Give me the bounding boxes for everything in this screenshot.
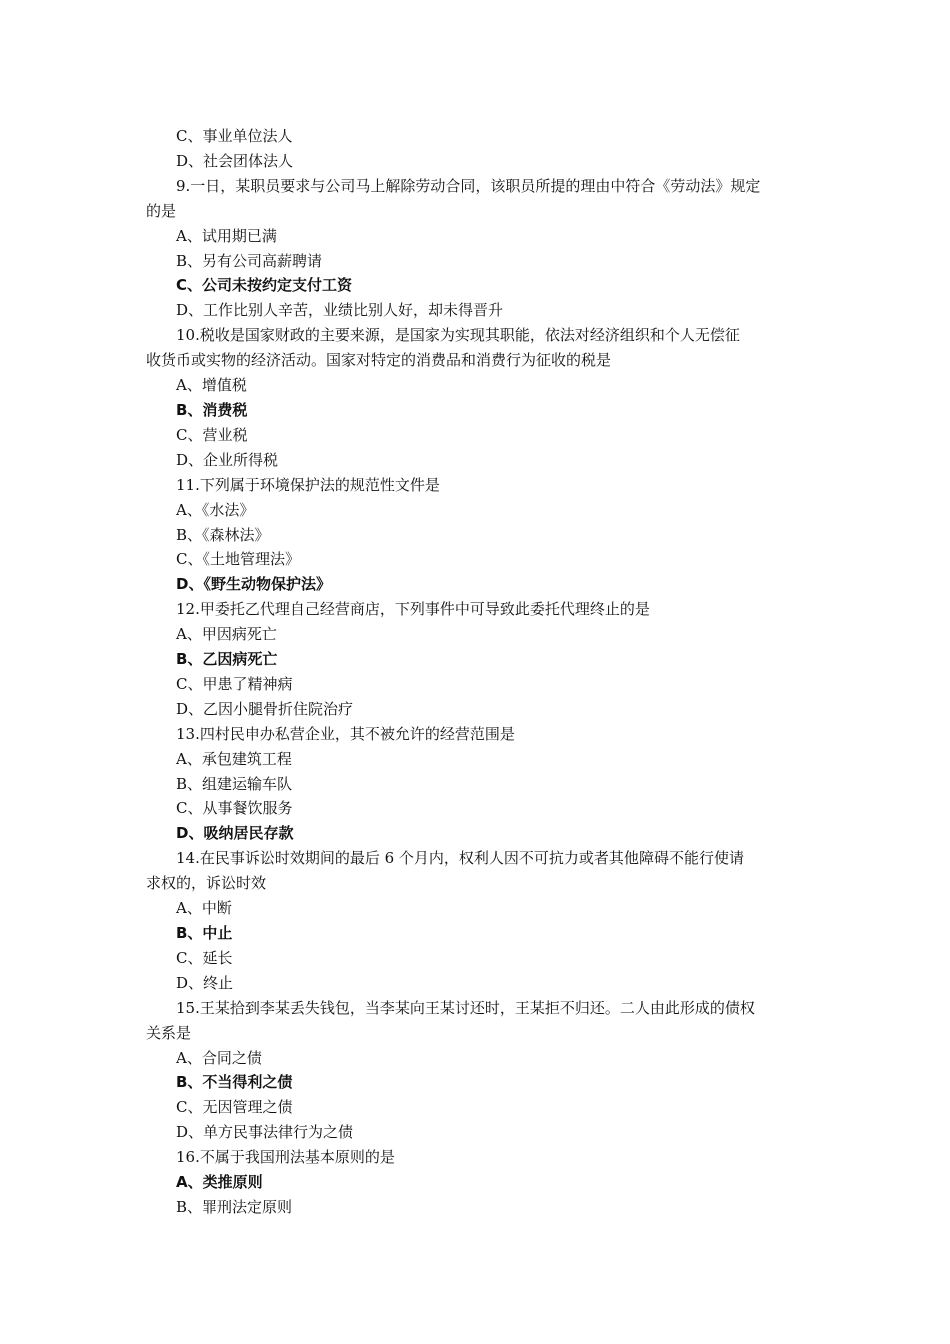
answer-option: D、乙因小腿骨折住院治疗 — [176, 699, 354, 718]
question-text: 9.一日，某职员要求与公司马上解除劳动合同，该职员所提的理由中符合《劳动法》规定 — [176, 176, 761, 195]
answer-option: D、终止 — [176, 973, 234, 992]
answer-option: B、罪刑法定原则 — [176, 1197, 293, 1216]
answer-option: D、社会团体法人 — [176, 151, 294, 170]
question-text: 12.甲委托乙代理自己经营商店，下列事件中可导致此委托代理终止的是 — [176, 600, 650, 619]
answer-option: A、承包建筑工程 — [176, 749, 292, 768]
answer-option: C、《土地管理法》 — [176, 550, 300, 569]
answer-option-correct: B、乙因病死亡 — [176, 650, 278, 669]
answer-option: C、延长 — [176, 948, 233, 967]
answer-option-correct: D、《野生动物保护法》 — [176, 575, 331, 594]
question-text: 11.下列属于环境保护法的规范性文件是 — [176, 475, 440, 494]
answer-option: C、无因管理之债 — [176, 1098, 293, 1117]
answer-option: A、合同之债 — [176, 1048, 262, 1067]
answer-option: D、企业所得税 — [176, 450, 279, 469]
question-text-continued: 求权的，诉讼时效 — [146, 874, 267, 893]
answer-option: D、单方民事法律行为之债 — [176, 1123, 354, 1142]
answer-option-correct: B、消费税 — [176, 400, 248, 419]
question-text-continued: 收货币或实物的经济活动。国家对特定的消费品和消费行为征收的税是 — [146, 351, 612, 370]
question-text: 10.税收是国家财政的主要来源，是国家为实现其职能，依法对经济组织和个人无偿征 — [176, 326, 740, 345]
question-text-continued: 的是 — [146, 201, 177, 220]
answer-option: C、从事餐饮服务 — [176, 799, 293, 818]
question-text: 13.四村民申办私营企业，其不被允许的经营范围是 — [176, 724, 515, 743]
answer-option: C、事业单位法人 — [176, 127, 293, 145]
question-text: 16.不属于我国刑法基本原则的是 — [176, 1148, 395, 1167]
answer-option: C、营业税 — [176, 425, 248, 444]
answer-option: C、甲患了精神病 — [176, 674, 293, 693]
question-text: 15.王某拾到李某丢失钱包，当李某向王某讨还时，王某拒不归还。二人由此形成的债权 — [176, 998, 755, 1017]
answer-option-correct: B、中止 — [176, 924, 233, 942]
answer-option-correct: A、类推原则 — [176, 1173, 263, 1192]
answer-option: B、组建运输车队 — [176, 774, 293, 793]
answer-option: A、试用期已满 — [176, 226, 277, 245]
answer-option: A、甲因病死亡 — [176, 625, 277, 644]
document-body — [146, 124, 810, 1220]
answer-option-correct: D、吸纳居民存款 — [176, 824, 294, 843]
answer-option: D、工作比别人辛苦，业绩比别人好，却未得晋升 — [176, 301, 504, 320]
answer-option-correct: B、不当得利之债 — [176, 1073, 293, 1092]
question-text-continued: 关系是 — [146, 1023, 192, 1042]
answer-option: A、中断 — [176, 899, 232, 918]
answer-option-correct: C、公司未按约定支付工资 — [176, 276, 353, 295]
answer-option: A、《水法》 — [176, 500, 255, 519]
answer-option: A、增值税 — [176, 376, 247, 395]
answer-option: B、《森林法》 — [176, 525, 270, 544]
question-text: 14.在民事诉讼时效期间的最后 6 个月内，权利人因不可抗力或者其他障碍不能行使请 — [176, 849, 744, 868]
answer-option: B、另有公司高薪聘请 — [176, 251, 323, 270]
